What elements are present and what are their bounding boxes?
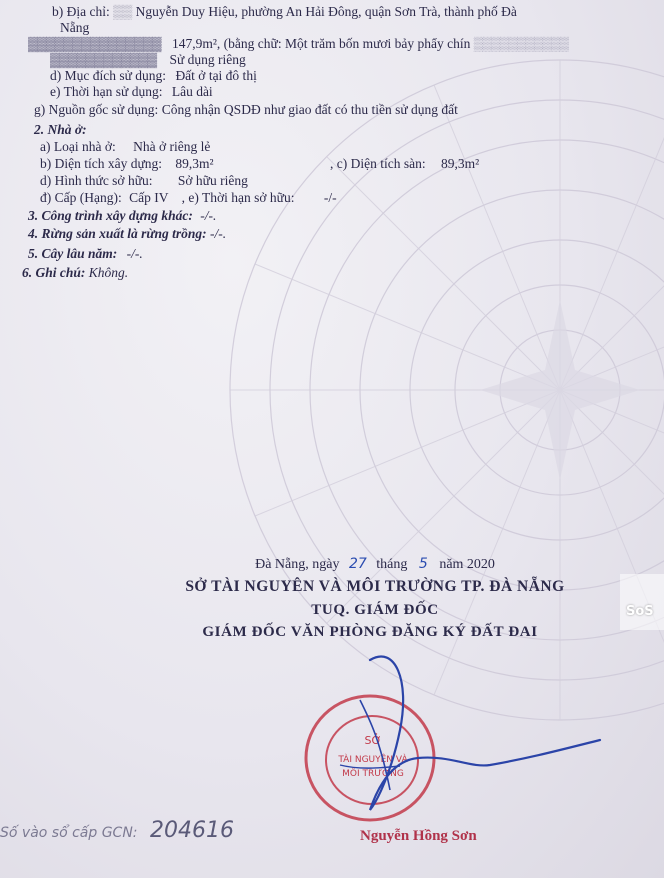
stamp-line-2: TÀI NGUYÊN VÀ (338, 755, 408, 765)
item-3-line: 3. Công trình xây dựng khác: -/-. (28, 208, 217, 223)
area-text-obscured: ▒▒▒▒▒▒▒▒▒▒▒ (473, 36, 568, 51)
purpose-line: d) Mục đích sử dụng: Đất ở tại đô thị (50, 68, 257, 83)
place-date-line: Đà Nẵng, ngày 27 tháng 5 năm 2020 (255, 556, 495, 572)
area-label-obscured: ▓▓▓▓▓▓▓▓▓▓▓▓▓▓▓ (28, 36, 161, 51)
house-heading: 2. Nhà ở: (34, 122, 87, 137)
area-line: ▓▓▓▓▓▓▓▓▓▓▓▓▓▓▓ 147,9m², (bằng chữ: Một trăm bốn mươi bảy phẩy chín ▒▒▒▒▒▒▒▒▒▒▒ (28, 36, 568, 51)
ownership-line: d) Hình thức sở hữu: Sở hữu riêng (40, 173, 248, 188)
signer-name: Nguyễn Hồng Sơn (360, 828, 477, 844)
address-line: b) Địa chỉ: ▒▒ Nguyễn Duy Hiệu, phường An Hải Đông, quận Sơn Trà, thành phố Đà (52, 4, 517, 19)
use-form-label-obscured: ▓▓▓▓▓▓▓▓▓▓▓▓ (50, 52, 157, 67)
house-area-line: b) Diện tích xây dựng: 89,3m² (40, 156, 214, 171)
site-watermark (620, 574, 664, 630)
origin-line: g) Nguồn gốc sử dụng: Công nhận QSDĐ như giao đất có thu tiền sử dụng đất (34, 102, 458, 117)
watermark-text: SoS (626, 604, 654, 619)
grade-line: đ) Cấp (Hạng): Cấp IV , e) Thời hạn sở hữu: -/- (40, 190, 337, 205)
issuing-organization: SỞ TÀI NGUYÊN VÀ MÔI TRƯỜNG TP. ĐÀ NẴNG (185, 578, 565, 595)
term-line: e) Thời hạn sử dụng: Lâu dài (50, 84, 213, 99)
signature-scribble (300, 640, 620, 840)
stamp-line-1: SỞ (364, 734, 382, 747)
floor-area-line: , c) Diện tích sàn: 89,3m² (330, 156, 480, 171)
item-4-line: 4. Rừng sản xuất là rừng trồng: -/-. (28, 226, 227, 241)
stamp-line-3: MÔI TRƯỜNG (342, 769, 404, 779)
item-5-line: 5. Cây lâu năm: -/-. (28, 246, 143, 261)
address-redaction: ▒▒ (113, 4, 133, 19)
house-type-line: a) Loại nhà ở: Nhà ở riêng lẻ (40, 139, 211, 154)
use-form-line: ▓▓▓▓▓▓▓▓▓▓▓▓ Sử dụng riêng (50, 52, 246, 67)
authorization-line: TUQ. GIÁM ĐỐC (311, 602, 439, 618)
serial-number: 204616 (149, 818, 234, 843)
office-title: GIÁM ĐỐC VĂN PHÒNG ĐĂNG KÝ ĐẤT ĐAI (202, 624, 538, 640)
address-continuation: Nẵng (60, 20, 90, 35)
serial-line: Số vào sổ cấp GCN: 204616 (0, 818, 234, 843)
item-6-line: 6. Ghi chú: Không. (22, 265, 129, 280)
